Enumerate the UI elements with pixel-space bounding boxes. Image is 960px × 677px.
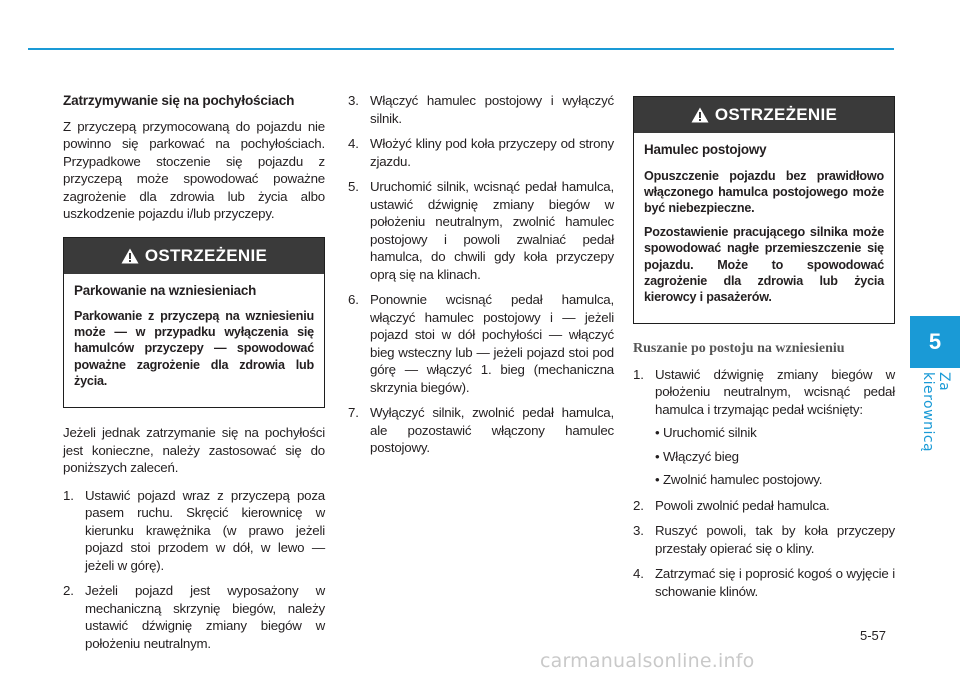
- warning-title: Hamulec postojowy: [644, 142, 767, 157]
- list-item: [348, 92, 614, 127]
- warning-text: Pozostawienie pracującego silnika może spowodować nagłe przemieszczenie się pojazdu. Może to spowodować zagrożenie dla zdrowia lub życia kierowcy i pasażerów.: [644, 225, 884, 304]
- list-item: [63, 582, 325, 652]
- intro-paragraph: Z przyczepą przymocowaną do pojazdu nie powinno się parkować na pochyłościach. Przypadkowe stoczenie się pojazdu z przyczepą może spowodować poważne zagrożenie dla zdrowia lub życia albo uszkodzenie pojazdu i/lub przyczepy.: [63, 118, 325, 221]
- list-item: [63, 487, 325, 575]
- warning-triangle-icon: [691, 107, 709, 123]
- step-number: 3.: [348, 93, 359, 108]
- step-number: 1.: [633, 366, 644, 382]
- step-text: Powoli zwolnić pedał hamulca.: [655, 497, 830, 513]
- steps-list-3: [633, 366, 895, 601]
- list-item: [348, 135, 614, 170]
- step-text: Ruszyć powoli, tak by koła przyczepy przestały opierać się o kliny.: [655, 523, 895, 556]
- header-rule: [28, 48, 894, 50]
- chapter-title: Za kierownicą: [920, 372, 952, 453]
- step-text: Ponownie wcisnąć pedał hamulca, włączyć hamulec postojowy i — jeżeli pojazd stoi w dół pochyłości — włączyć bieg wsteczny lub — jeżeli pojazd stoi pod górę — włączyć 1. bieg (mechaniczna skrzynia biegów).: [370, 292, 614, 395]
- warning-header: [634, 97, 894, 133]
- warning-box-parking-brake: [633, 96, 895, 324]
- step-number: 2.: [63, 583, 74, 599]
- step-text: Zatrzymać się i poprosić kogoś o wyjęcie i schowanie klinów.: [655, 566, 895, 599]
- bullet-item: • Włączyć bieg: [655, 448, 739, 464]
- warning-header: [64, 238, 324, 274]
- warning-text: Opuszczenie pojazdu bez prawidłowo włączonego hamulca postojowego może być niebezpieczne.: [644, 168, 884, 215]
- step-text: Jeżeli pojazd jest wyposażony w mechaniczną skrzynię biegów, należy ustawić dźwignię zmiany biegów w położeniu neutralnym.: [85, 583, 325, 651]
- warning-title: Parkowanie na wzniesieniach: [74, 282, 257, 298]
- step-number: 4.: [348, 136, 359, 151]
- list-item: [633, 565, 895, 600]
- steps-list-2: [348, 92, 614, 457]
- watermark: carmanualsonline.info: [540, 650, 755, 672]
- after-warning-paragraph: Jeżeli jednak zatrzymanie się na pochyłości jest konieczne, należy zastosować się do poniższych zaleceń.: [63, 425, 325, 476]
- list-item: [633, 522, 895, 557]
- warning-box-parking: [63, 237, 325, 409]
- section-heading-hill-start: Ruszanie po postoju na wzniesieniu: [633, 341, 845, 357]
- steps-list-1: [63, 487, 325, 653]
- warning-text: Parkowanie z przyczepą na wzniesieniu może — w przypadku wyłączenia się hamulców przyczepy — spowodować poważne zagrożenie dla zdrowia lub życia.: [74, 309, 314, 388]
- step-number: 6.: [348, 292, 359, 307]
- step-number: 3.: [633, 523, 644, 539]
- step-number: 7.: [348, 405, 359, 420]
- step-text: Uruchomić silnik, wcisnąć pedał hamulca, ustawić dźwignię zmiany biegów w położeniu neutralnym, zwolnić hamulec postojowy i powoli zwalniać pedał hamulca, do chwili gdy koła przyczepy oprą się na klinach.: [370, 179, 614, 282]
- column-middle: [348, 92, 614, 465]
- step-number: 1.: [63, 487, 74, 503]
- bullet-list: [655, 424, 895, 489]
- warning-triangle-icon: [121, 248, 139, 264]
- page-number: 5-57: [860, 628, 887, 643]
- step-number: 2.: [633, 497, 644, 513]
- step-number: 5.: [348, 179, 359, 194]
- step-text: Ustawić dźwignię zmiany biegów w położeniu neutralnym, wcisnąć pedał hamulca i trzymając pedał wciśnięty:: [655, 366, 895, 417]
- list-item: [348, 404, 614, 457]
- list-item: [348, 178, 614, 283]
- step-text: Ustawić pojazd wraz z przyczepą poza pasem ruchu. Skręcić kierownicę w kierunku krawężnika (w prawo jeżeli pojazd stoi przodem w dół, w lewo — jeżeli w górę).: [85, 487, 325, 573]
- warning-header-label: OSTRZEŻENIE: [714, 105, 838, 125]
- warning-header-label: OSTRZEŻENIE: [144, 245, 268, 265]
- bullet-item: • Zwolnić hamulec postojowy.: [655, 472, 823, 488]
- step-text: Włożyć kliny pod koła przyczepy od strony zjazdu.: [370, 136, 614, 169]
- step-text: Włączyć hamulec postojowy i wyłączyć silnik.: [370, 93, 614, 126]
- column-right: [633, 96, 895, 608]
- list-item: [633, 366, 895, 489]
- list-item: [348, 291, 614, 396]
- section-heading-stopping: Zatrzymywanie się na pochyłościach: [63, 93, 295, 108]
- list-item: [633, 497, 895, 515]
- step-number: 4.: [633, 566, 644, 582]
- step-text: Wyłączyć silnik, zwolnić pedał hamulca, ale pozostawić włączony hamulec postojowy.: [370, 405, 614, 455]
- bullet-item: • Uruchomić silnik: [655, 425, 757, 441]
- column-left: [63, 92, 325, 660]
- chapter-number-tab[interactable]: 5: [910, 316, 960, 368]
